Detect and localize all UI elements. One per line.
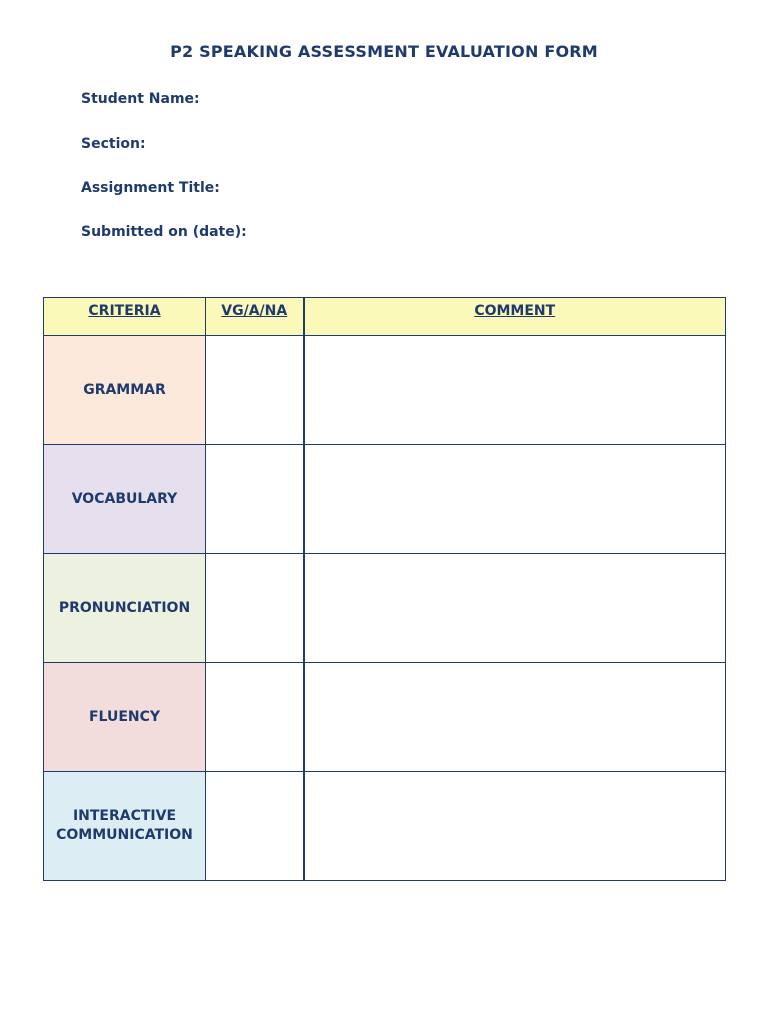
criterion-line-1: INTERACTIVE xyxy=(72,808,177,824)
comment-header: COMMENT xyxy=(304,298,726,336)
table-header-row xyxy=(44,298,726,336)
table-row xyxy=(44,772,726,881)
comment-cell-vocabulary[interactable] xyxy=(304,445,726,554)
table-row xyxy=(44,663,726,772)
criterion-fluency: FLUENCY xyxy=(44,663,206,772)
rating-cell-vocabulary[interactable] xyxy=(206,445,304,554)
section-label: Section: xyxy=(81,136,146,152)
table-row xyxy=(44,445,726,554)
evaluation-table xyxy=(43,297,726,881)
criterion-interactive-communication xyxy=(44,772,206,881)
student-name-label: Student Name: xyxy=(81,91,200,107)
criterion-grammar: GRAMMAR xyxy=(44,336,206,445)
criteria-header: CRITERIA xyxy=(44,298,206,336)
comment-cell-pronunciation[interactable] xyxy=(304,554,726,663)
criterion-pronunciation: PRONUNCIATION xyxy=(44,554,206,663)
rating-cell-interactive-communication[interactable] xyxy=(206,772,304,881)
submitted-on-label: Submitted on (date): xyxy=(81,224,247,240)
criterion-line-2: COMMUNICATION xyxy=(56,827,193,843)
form-title: P2 SPEAKING ASSESSMENT EVALUATION FORM xyxy=(170,42,598,61)
table-row xyxy=(44,554,726,663)
rating-cell-fluency[interactable] xyxy=(206,663,304,772)
comment-cell-interactive-communication[interactable] xyxy=(304,772,726,881)
criterion-vocabulary: VOCABULARY xyxy=(44,445,206,554)
rating-cell-pronunciation[interactable] xyxy=(206,554,304,663)
rating-header: VG/A/NA xyxy=(206,298,304,336)
rating-cell-grammar[interactable] xyxy=(206,336,304,445)
comment-cell-grammar[interactable] xyxy=(304,336,726,445)
table-row xyxy=(44,336,726,445)
assignment-title-label: Assignment Title: xyxy=(81,180,220,196)
comment-cell-fluency[interactable] xyxy=(304,663,726,772)
